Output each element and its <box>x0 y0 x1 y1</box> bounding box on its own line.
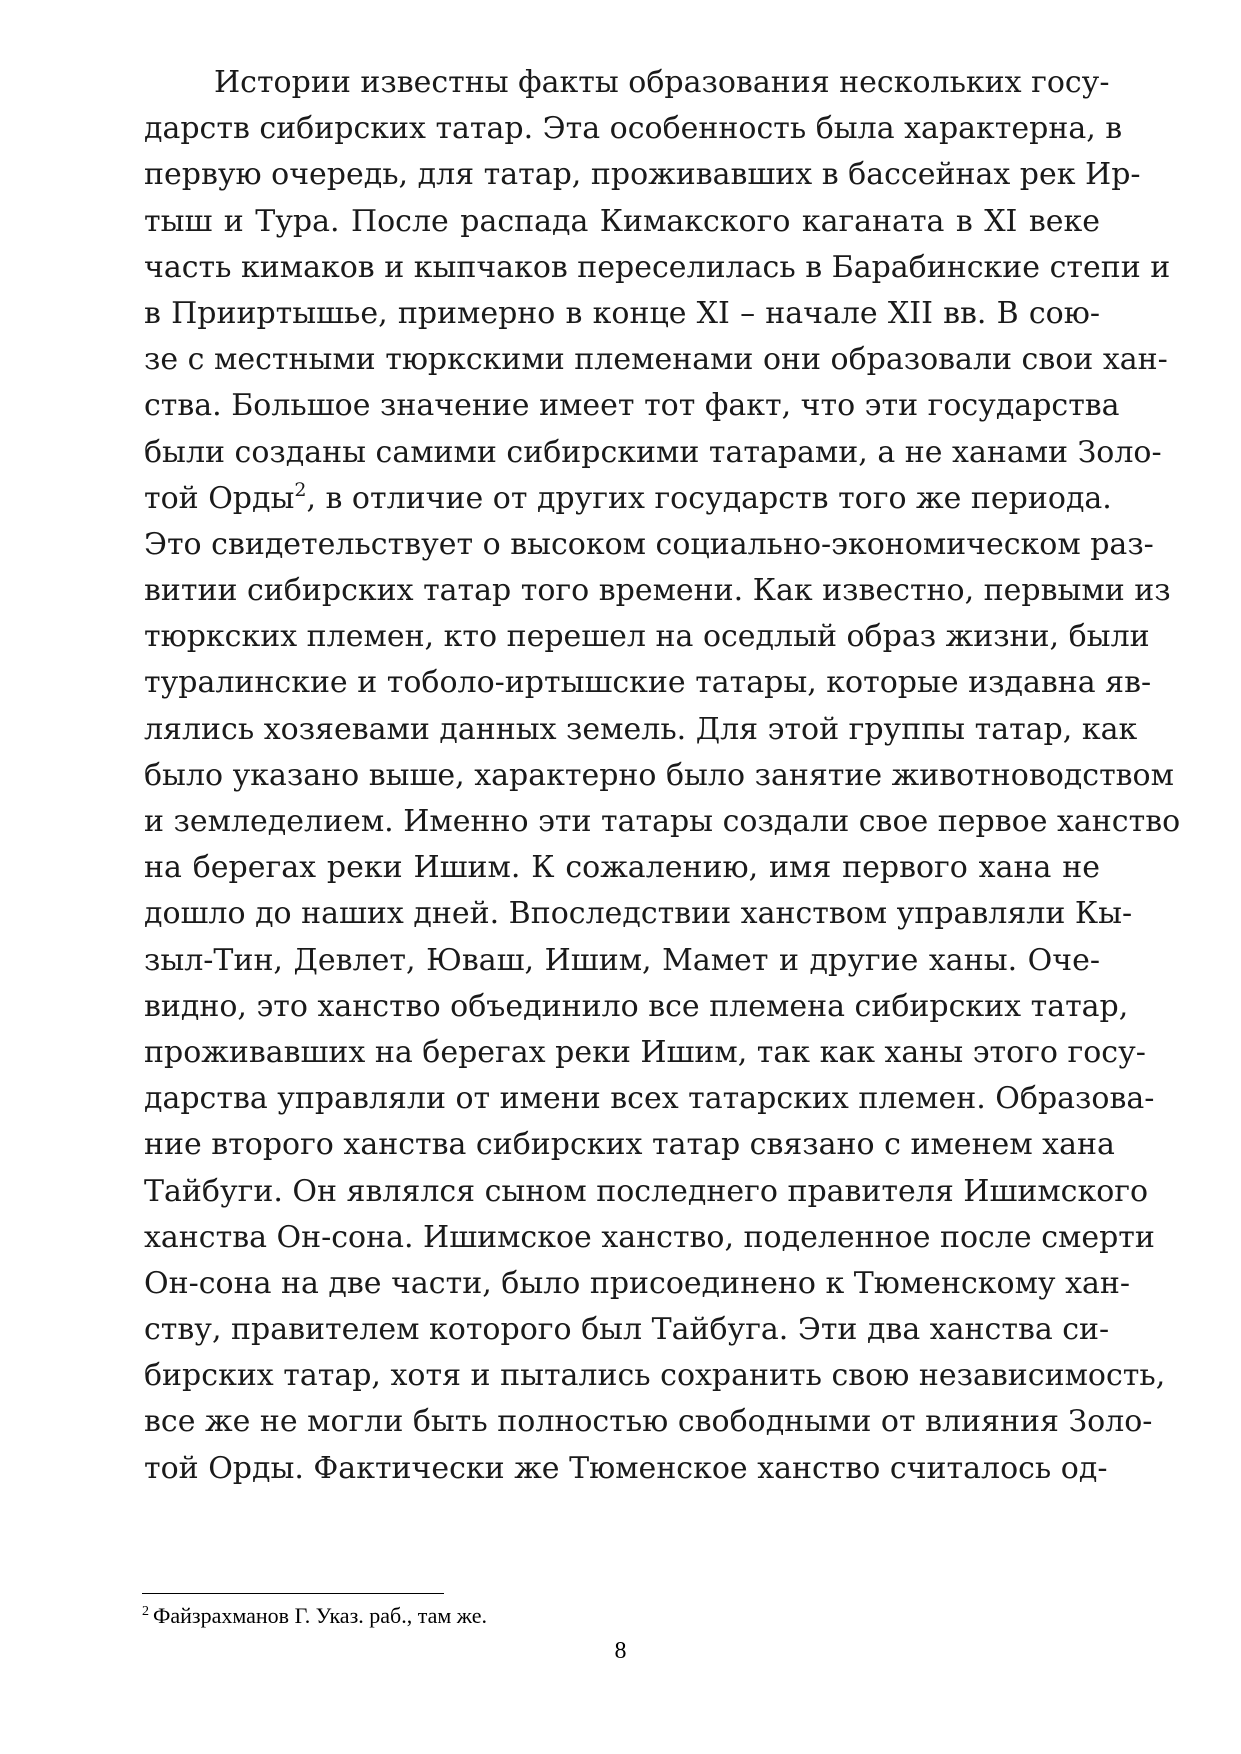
page-number: 8 <box>614 1638 627 1664</box>
text-line: первую очередь, для татар, проживавших в бассейнах рек Ир- <box>144 157 1141 193</box>
text-line: часть кимаков и кыпчаков переселилась в Барабинские степи и <box>144 249 1171 285</box>
text-line: дарства управляли от имени всех татарских племен. Образова- <box>144 1081 1155 1117</box>
text-line: ства. Большое значение имеет тот факт, что эти государства <box>144 388 1120 424</box>
footnote-reference[interactable]: 2 <box>294 478 307 501</box>
text-line: и земледелием. Именно эти татары создали свое первое ханство <box>144 804 1181 839</box>
text-line: все же не могли быть полностью свободными от влияния Золо- <box>144 1404 1153 1440</box>
text-line: на берегах реки Ишим. К сожалению, имя первого хана не <box>144 850 1100 886</box>
footnote-number: 2 <box>142 1604 149 1619</box>
text-line: лялись хозяевами данных земель. Для этой группы татар, как <box>144 711 1138 747</box>
text-line: дошло до наших дней. Впоследствии ханством управляли Кы- <box>144 896 1133 932</box>
text-line: тюркских племен, кто перешел на оседлый образ жизни, были <box>144 619 1150 655</box>
text-line: были созданы самими сибирскими татарами, а не ханами Золо- <box>144 434 1162 470</box>
text-line: Истории известны факты образования нескольких госу- <box>214 65 1110 100</box>
text-line: бирских татар, хотя и пытались сохранить свою независимость, <box>144 1358 1166 1394</box>
text-line: туралинские и тоболо-иртышские татары, которые издавна яв- <box>144 665 1152 701</box>
text-line: тыш и Тура. После распада Кимакского каганата в XI веке <box>144 203 1100 239</box>
footnote-text: Файзрахманов Г. Указ. раб., там же. <box>153 1603 487 1628</box>
text-line: Тайбуги. Он являлся сыном последнего правителя Ишимского <box>144 1173 1149 1209</box>
text-line-part: , в отличие от других государств того же периода. <box>306 480 1112 516</box>
text-line: Он-сона на две части, было присоединено к Тюменскому хан- <box>144 1265 1131 1301</box>
text-line: зе с местными тюркскими племенами они образовали свои хан- <box>144 342 1168 378</box>
text-line: было указано выше, характерно было занятие животноводством <box>144 757 1174 793</box>
text-line: той Орды. Фактически же Тюменское ханство считалось од- <box>144 1450 1108 1486</box>
text-line: ству, правителем которого был Тайбуга. Эти два ханства си- <box>144 1312 1110 1348</box>
text-line: зыл-Тин, Девлет, Юваш, Ишим, Мамет и другие ханы. Оче- <box>144 942 1100 978</box>
text-line-part: той Орды <box>144 480 295 516</box>
footnote <box>142 1602 487 1630</box>
text-line: ханства Он-сона. Ишимское ханство, поделенное после смерти <box>144 1219 1155 1255</box>
text-line: Это свидетельствует о высоком социально-экономическом раз- <box>144 526 1154 562</box>
text-line <box>144 1492 1100 1538</box>
text-line: в Прииртышье, примерно в конце XI – начале XII вв. В сою- <box>144 295 1100 331</box>
text-line-with-footnote <box>144 476 1112 522</box>
text-line: проживавших на берегах реки Ишим, так как ханы этого госу- <box>144 1034 1146 1070</box>
text-line: витии сибирских татар того времени. Как известно, первыми из <box>144 573 1171 609</box>
main-paragraph <box>144 60 1181 1538</box>
text-line: дарств сибирских татар. Эта особенность была характерна, в <box>144 111 1123 147</box>
text-line: видно, это ханство объединило все племена сибирских татар, <box>144 988 1129 1024</box>
text-line: ние второго ханства сибирских татар связано с именем хана <box>144 1127 1115 1163</box>
footnote-separator <box>142 1593 444 1594</box>
